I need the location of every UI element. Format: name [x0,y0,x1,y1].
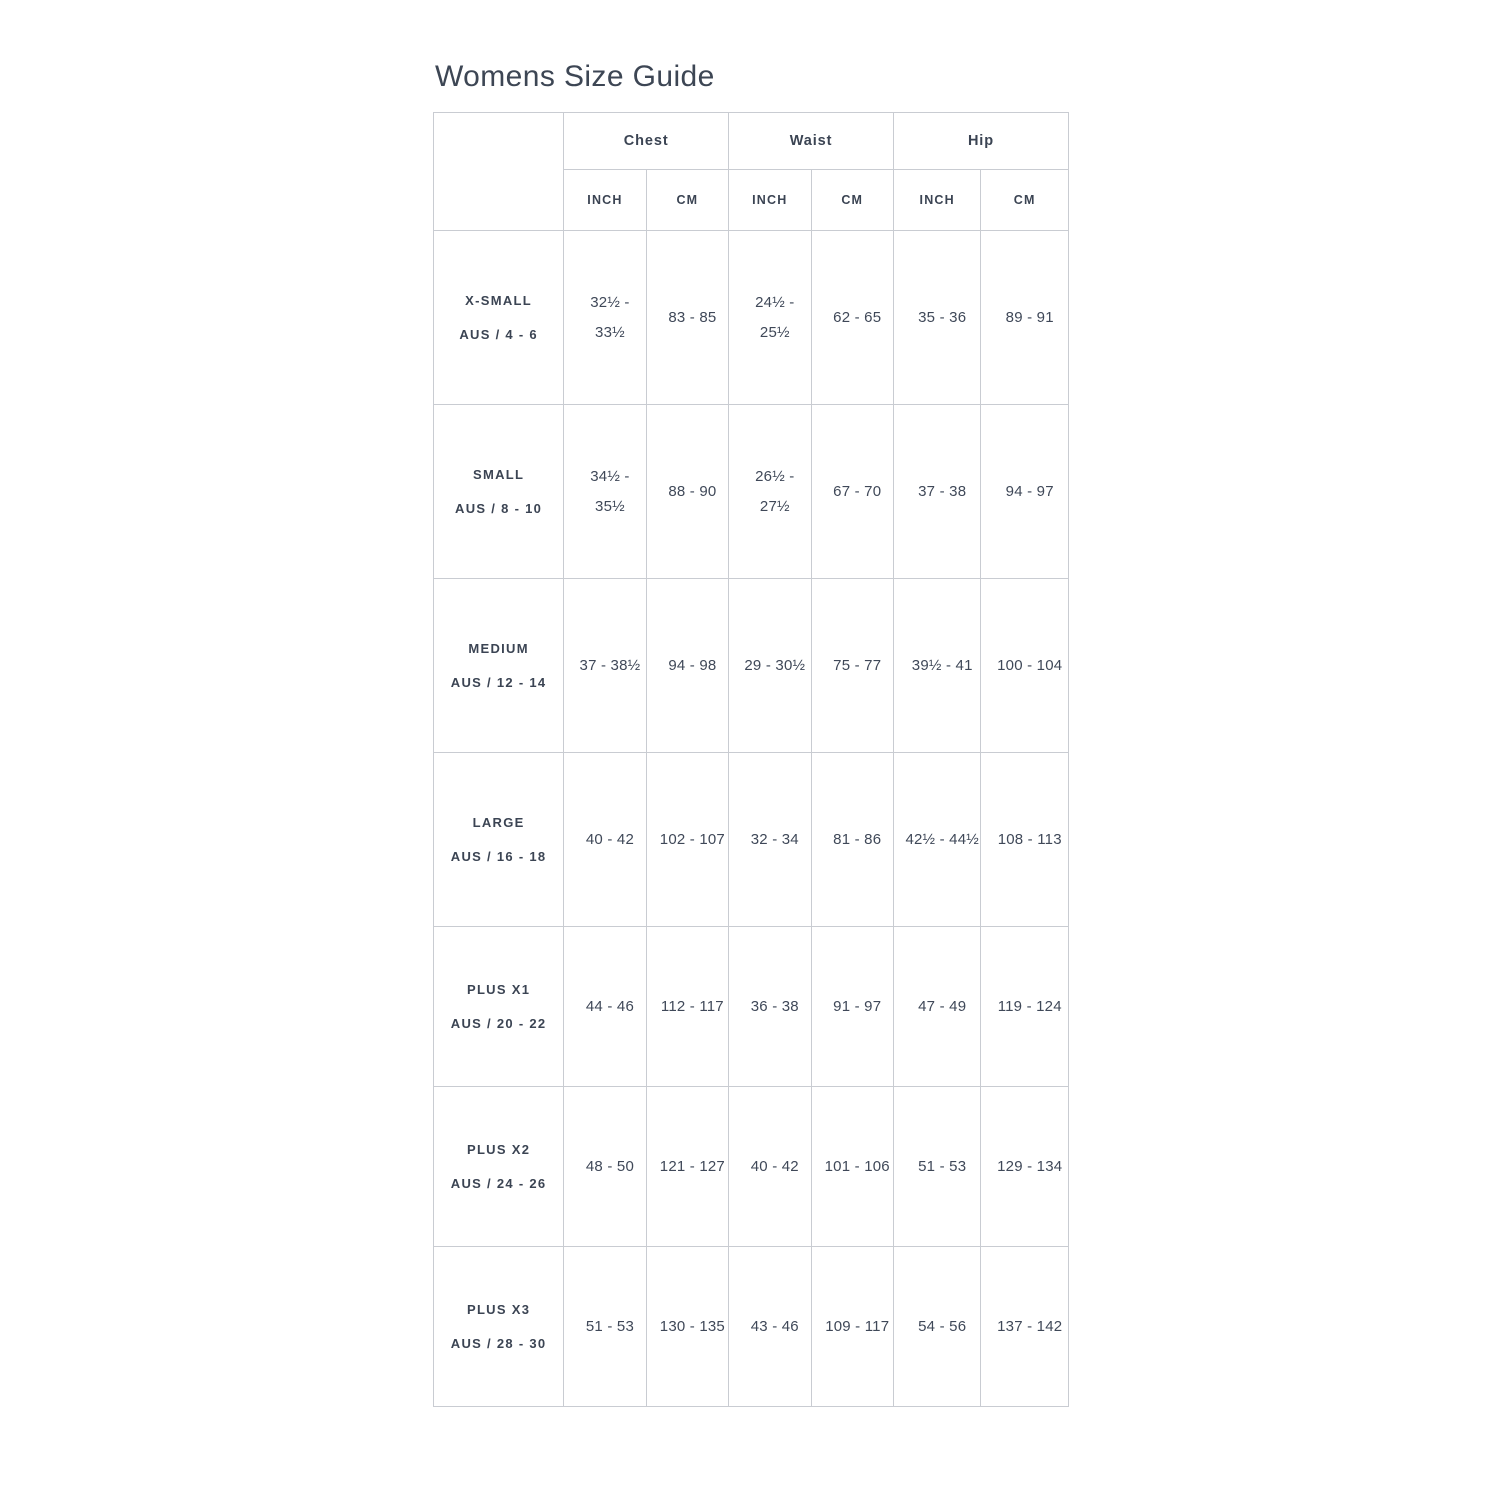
cell-value: 81 - 86 [833,830,882,848]
cell-chest-cm [646,231,728,405]
cell-value: 121 - 127 [659,1157,725,1175]
cell-value: 29 - 30½ [744,656,806,674]
cell-hip-inch [893,1247,981,1407]
cell-chest-cm [646,1247,728,1407]
size-aus: AUS / 20 - 22 [450,1015,547,1031]
cell-value: 94 - 97 [1005,482,1054,500]
cell-value: 119 - 124 [997,997,1062,1015]
unit-header-chest-cm: CM [646,170,728,231]
cell-chest-inch [564,579,646,753]
size-name: LARGE [472,814,525,830]
table-row [434,753,1069,927]
unit-header-hip-inch: INCH [893,170,981,231]
cell-value: 100 - 104 [997,656,1063,674]
cell-value: 51 - 53 [918,1157,967,1175]
cell-value: 67 - 70 [833,482,882,500]
cell-chest-inch [564,1247,646,1407]
cell-value: 54 - 56 [918,1317,967,1335]
size-name: SMALL [472,466,525,482]
cell-value: 130 - 135 [659,1317,725,1335]
row-label-medium [434,579,564,753]
cell-value: 34½ - 35½ [590,468,630,515]
cell-value: 42½ - 44½ [905,830,979,848]
cell-value: 48 - 50 [585,1157,634,1175]
cell-waist-cm [811,1247,893,1407]
row-label-plus-x1 [434,927,564,1087]
cell-value: 36 - 38 [750,997,799,1015]
cell-hip-cm [981,1247,1069,1407]
cell-waist-cm [811,1087,893,1247]
cell-value: 40 - 42 [750,1157,799,1175]
cell-hip-inch [893,753,981,927]
cell-waist-cm [811,231,893,405]
cell-hip-cm [981,405,1069,579]
cell-value: 40 - 42 [585,830,634,848]
size-aus: AUS / 28 - 30 [450,1335,547,1351]
size-aus: AUS / 24 - 26 [450,1175,547,1191]
cell-value: 32 - 34 [750,830,799,848]
cell-value: 44 - 46 [585,997,634,1015]
cell-chest-cm [646,405,728,579]
unit-header-hip-cm: CM [981,170,1069,231]
cell-value: 109 - 117 [825,1317,890,1335]
table-row [434,927,1069,1087]
group-header-chest: Chest [564,113,729,170]
cell-value: 51 - 53 [585,1317,634,1335]
cell-value: 102 - 107 [659,830,725,848]
cell-value: 37 - 38½ [579,656,641,674]
cell-value: 88 - 90 [668,482,717,500]
cell-chest-cm [646,579,728,753]
cell-waist-inch [729,927,811,1087]
cell-value: 26½ - 27½ [755,468,795,515]
cell-value: 75 - 77 [833,656,882,674]
cell-waist-cm [811,753,893,927]
cell-hip-cm [981,579,1069,753]
cell-value: 112 - 117 [660,997,724,1015]
cell-chest-inch [564,927,646,1087]
cell-value: 47 - 49 [918,997,967,1015]
size-aus: AUS / 12 - 14 [450,674,547,690]
table-row [434,579,1069,753]
size-name: X-SMALL [465,292,533,308]
cell-value: 91 - 97 [833,997,882,1015]
cell-waist-cm [811,579,893,753]
cell-value: 39½ - 41 [911,656,973,674]
cell-waist-inch [729,405,811,579]
measurement-group-header-row [434,113,1069,170]
cell-value: 62 - 65 [833,308,882,326]
table-row [434,1087,1069,1247]
cell-hip-cm [981,231,1069,405]
size-name: MEDIUM [468,640,529,656]
table-row [434,405,1069,579]
cell-hip-inch [893,405,981,579]
size-guide [433,60,1069,1407]
cell-waist-inch [729,231,811,405]
cell-value: 37 - 38 [918,482,967,500]
cell-chest-inch [564,753,646,927]
cell-chest-inch [564,231,646,405]
unit-header-chest-inch: INCH [564,170,646,231]
cell-value: 24½ - 25½ [755,294,795,341]
row-label-small [434,405,564,579]
cell-waist-cm [811,405,893,579]
cell-value: 137 - 142 [997,1317,1063,1335]
size-name: PLUS X1 [466,981,531,997]
cell-chest-cm [646,753,728,927]
table-body [434,231,1069,1407]
size-aus: AUS / 16 - 18 [450,848,547,864]
unit-header-waist-cm: CM [811,170,893,231]
cell-hip-inch [893,231,981,405]
size-chart-table [433,112,1069,1407]
row-label-x-small [434,231,564,405]
cell-hip-cm [981,1087,1069,1247]
unit-header-waist-inch: INCH [729,170,811,231]
table-row [434,231,1069,405]
cell-waist-inch [729,1247,811,1407]
cell-value: 129 - 134 [997,1157,1063,1175]
row-label-plus-x2 [434,1087,564,1247]
cell-chest-cm [646,927,728,1087]
cell-value: 108 - 113 [997,830,1062,848]
row-label-large [434,753,564,927]
cell-waist-inch [729,753,811,927]
cell-value: 101 - 106 [824,1157,890,1175]
cell-waist-inch [729,1087,811,1247]
cell-value: 35 - 36 [918,308,967,326]
group-header-waist: Waist [729,113,894,170]
cell-hip-inch [893,927,981,1087]
size-name: PLUS X2 [466,1141,531,1157]
table-corner-cell [434,113,564,231]
cell-hip-inch [893,1087,981,1247]
cell-chest-cm [646,1087,728,1247]
cell-value: 43 - 46 [750,1317,799,1335]
cell-value: 83 - 85 [668,308,717,326]
cell-hip-inch [893,579,981,753]
cell-value: 94 - 98 [668,656,717,674]
cell-chest-inch [564,405,646,579]
page-title: Womens Size Guide [435,60,715,93]
size-aus: AUS / 8 - 10 [455,500,543,516]
cell-waist-inch [729,579,811,753]
table-row [434,1247,1069,1407]
cell-chest-inch [564,1087,646,1247]
size-aus: AUS / 4 - 6 [459,326,538,342]
size-name: PLUS X3 [466,1301,531,1317]
row-label-plus-x3 [434,1247,564,1407]
cell-waist-cm [811,927,893,1087]
cell-value: 32½ - 33½ [590,294,630,341]
cell-value: 89 - 91 [1005,308,1054,326]
group-header-hip: Hip [893,113,1068,170]
cell-hip-cm [981,753,1069,927]
cell-hip-cm [981,927,1069,1087]
table-header [434,113,1069,231]
